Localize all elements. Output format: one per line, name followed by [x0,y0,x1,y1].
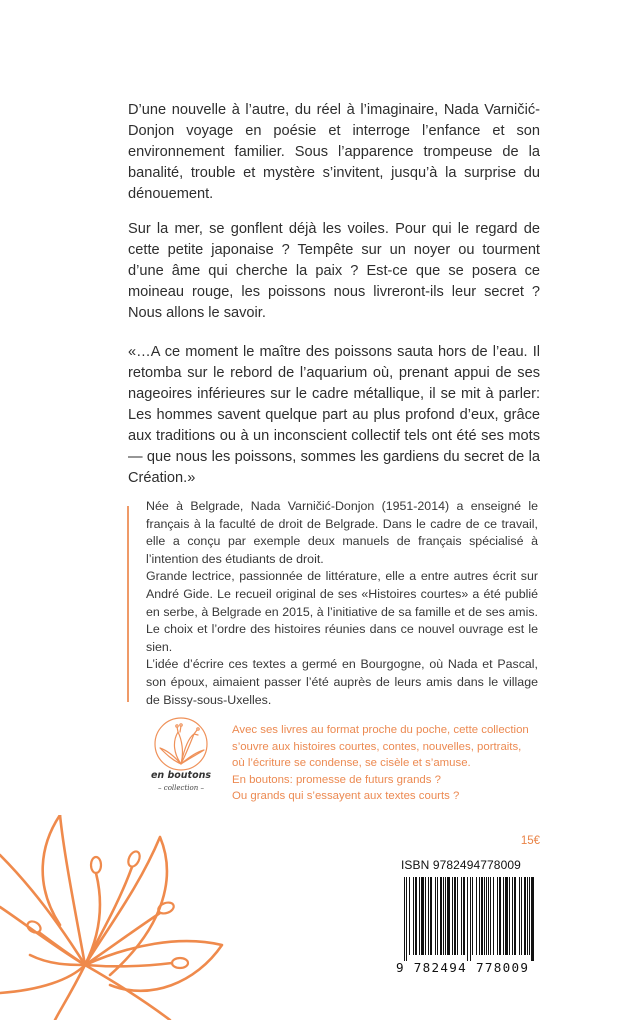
bio-paragraph-2: Grande lectrice, passionnée de littérature, elle a entre autres écrit sur André Gide. Le recueil original de ses «Histoires courtes» a été publié en serbe, à Belgrade en 2015, à l’initiative de sa famille et de ses amis. Le choix et l’ordre des histoires réunies dans ce nouvel ouvrage est le sien. [146,569,538,654]
author-bio [146,498,538,709]
collection-logo [144,714,218,808]
collection-description [232,722,542,805]
barcode-icon [402,877,538,961]
flower-bud-icon [144,714,218,774]
blurb-quote: «…A ce moment le maître des poissons sauta hors de l’eau. Il retomba sur le rebord de l’aquarium où, prenant appui de ses nageoires inférieures sur le cadre métallique, il se mit à parler: Les hommes savent quelque part au plus profond d’eux, grâce aux traditions ou à un inconscient collectif tels ont été ses mots — que nous les poissons, sommes les gardiens du secret de la Création.» [128,344,540,486]
bio-paragraph-1: Née à Belgrade, Nada Varničić-Donjon (1951-2014) a enseigné le français à la faculté de droit de Belgrade. Dans le cadre de ce travail, elle a conçu par exemple deux manuels de français spécialisé à l’intention des étudiants de droit. [146,499,538,566]
logo-subtitle: – collection – [158,784,204,792]
blurb-text [128,100,540,503]
isbn-label: ISBN 9782494778009 [401,858,521,872]
collection-line: Ou grands qui s’essayent aux textes courts ? [232,790,460,802]
lily-flower-illustration [0,815,230,1020]
collection-line: En boutons: promesse de futurs grands ? [232,773,441,786]
collection-line: où l’écriture se condense, se cisèle et s’amuse. [232,757,471,769]
barcode-number: 9 782494 778009 [396,960,530,975]
bio-accent-rule [127,506,129,702]
collection-line: Avec ses livres au format proche du poche, cette collection [232,724,529,736]
price: 15€ [520,835,540,847]
bio-paragraph-3: L’idée d’écrire ces textes a germé en Bourgogne, où Nada et Pascal, son époux, aimaient passer l’été auprès de leurs amis dans le village de Bissy-sous-Uxelles. [146,657,538,707]
blurb-paragraph-2: Sur la mer, se gonflent déjà les voiles. Pour qui le regard de cette petite japonaise ? Tempête sur un noyer ou tourment d’une âme qui cherche la paix ? Est-ce que se posera ce moineau rouge, les poissons nous livreront-ils leur secret ? Nous allons le savoir. [128,221,540,321]
blurb-paragraph-1: D’une nouvelle à l’autre, du réel à l’imaginaire, Nada Varničić-Donjon voyage en poésie et interroge l’enfance et son environnement familier. Sous l’apparence trompeuse de la banalité, trouble et mystère s’invitent, jusqu’à la surprise du dénouement. [128,102,540,202]
logo-title: en boutons [150,770,212,781]
collection-line: s’ouvre aux histoires courtes, contes, nouvelles, portraits, [232,740,522,753]
